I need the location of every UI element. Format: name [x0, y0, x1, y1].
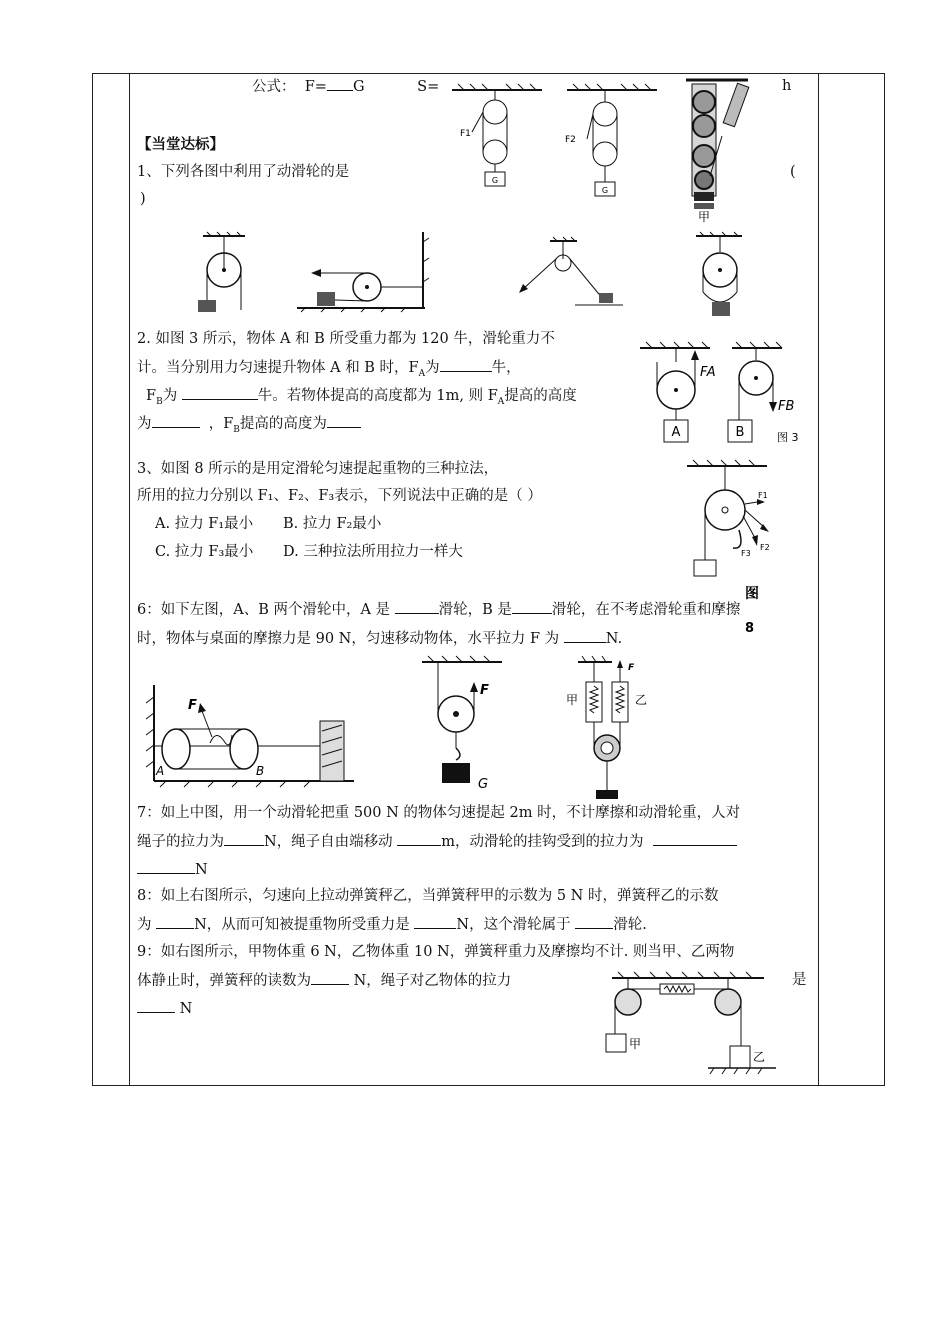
fig-jia-label: 甲	[698, 210, 711, 224]
q7-fig-f-label: F	[480, 683, 489, 698]
q9-line1: 9：如右图所示，甲物体重 6 N，乙物体重 10 N，弹簧秤重力及摩擦均不计. 则当甲、乙两物	[137, 944, 735, 960]
q8-type-blank[interactable]	[575, 915, 613, 929]
q2-fa-height-blank[interactable]	[152, 414, 200, 428]
pulley-figure-f2	[565, 84, 660, 199]
pulley-block-spring-scale	[686, 76, 756, 224]
q1-option-fixed-pulley-1	[195, 232, 255, 312]
q6-a-blank[interactable]	[395, 600, 439, 614]
fig8-caption-1: 图	[745, 586, 759, 602]
q6-fig-b-label: B	[256, 764, 265, 778]
fig8-f3-label: F3	[741, 549, 751, 558]
formula-f-blank[interactable]	[327, 77, 353, 91]
q7-line3: N	[137, 860, 208, 879]
q7-force-blank[interactable]	[224, 832, 264, 846]
q9-figure-two-pulleys	[598, 970, 778, 1082]
q2-line2: 计。当分别用力匀速提升物体 A 和 B 时，$F_A$为 牛，	[137, 360, 521, 379]
fig2-f2-label: F2	[565, 135, 576, 145]
fig3-fa-label: FA	[700, 365, 716, 380]
fig2-g-label: G	[601, 186, 609, 195]
q8-reading-blank[interactable]	[156, 915, 194, 929]
q9-tension-blank[interactable]	[137, 999, 175, 1013]
q2-line4: 为 ，$F_B$提高的高度为	[137, 414, 361, 439]
fig1-f1-label: F1	[460, 129, 471, 139]
fig1-g-label: G	[491, 176, 499, 185]
q9-line3: N	[137, 999, 192, 1018]
q1-option-fixed-pulley-2	[690, 232, 750, 322]
q3-option-a: A. 拉力 F₁最小	[155, 516, 254, 532]
q8-fig-yi-label: 乙	[635, 693, 648, 707]
q2-line1: 2. 如图 3 所示，物体 A 和 B 所受重力都为 120 牛，滑轮重力不	[137, 331, 555, 347]
q3-option-d: D. 三种拉法所用拉力一样大	[283, 544, 463, 560]
fig8-f2-label: F2	[760, 543, 770, 552]
q9-reading-blank[interactable]	[311, 971, 349, 985]
q2-fa-blank[interactable]	[440, 358, 492, 372]
q3-line2: 所用的拉力分别以 F₁、F₂、F₃表示，下列说法中正确的是（ ）	[137, 488, 542, 504]
column-divider-right	[818, 73, 819, 1086]
q7-distance-blank[interactable]	[397, 832, 441, 846]
q2-line3: $F_B$为 牛。若物体提高的高度都为 1m, 则 $F_A$提高的高度	[146, 388, 577, 407]
q7-line2: 绳子的拉力为 N，绳子自由端移动 m，动滑轮的挂钩受到的拉力为	[137, 832, 737, 851]
formula-line: 公式： F= G S=	[252, 79, 440, 95]
fig3-b-label: B	[735, 425, 745, 440]
q1-line1: 1、下列各图中利用了动滑轮的是	[137, 164, 350, 180]
q7-hook-force-blank-cont[interactable]	[137, 860, 195, 874]
q6-fig-f-label: F	[188, 698, 197, 713]
q1-option-horizontal-pulley	[295, 232, 435, 312]
q7-hook-force-blank[interactable]	[653, 832, 737, 846]
fig3-fb-label: FB	[778, 399, 795, 414]
fig3-caption: 图 3	[777, 431, 799, 444]
q8-fig-f-label: F	[628, 663, 635, 673]
q1-paren-left: (	[790, 164, 796, 180]
q3-option-b: B. 拉力 F₂最小	[283, 516, 382, 532]
formula-h: h	[782, 78, 792, 94]
q3-line1: 3、如图 8 所示的是用定滑轮匀速提起重物的三种拉法，	[137, 461, 499, 477]
q2-figure-3	[640, 338, 810, 448]
q6-figure-horizontal-pulleys	[140, 685, 360, 787]
q9-fig-yi-label: 乙	[753, 1050, 766, 1064]
q6-fig-a-label: A	[156, 764, 165, 778]
q8-line2: 为 N，从而可知被提重物所受重力是 N，这个滑轮属于 滑轮.	[137, 917, 647, 933]
q9-line2: 体静止时，弹簧秤的读数为 N，绳子对乙物体的拉力	[137, 973, 512, 989]
fig8-caption-2: 8	[745, 621, 755, 636]
q8-line1: 8：如上右图所示，匀速向上拉动弹簧秤乙，当弹簧秤甲的示数为 5 N 时，弹簧秤乙的示数	[137, 888, 719, 904]
pulley-figure-f1	[450, 84, 545, 190]
q7-figure-movable-pulley	[412, 656, 512, 796]
q8-fig-jia-label: 甲	[566, 693, 579, 707]
q9-fig-jia-label: 甲	[629, 1037, 642, 1051]
q1-paren-right: )	[140, 191, 146, 207]
column-divider-left	[129, 73, 130, 1086]
q2-fb-blank[interactable]	[182, 386, 258, 400]
q7-line1: 7：如上中图，用一个动滑轮把重 500 N 的物体匀速提起 2m 时，不计摩擦和动滑轮重，人对	[137, 805, 741, 821]
section-title: 【当堂达标】	[137, 136, 224, 153]
fig3-a-label: A	[671, 425, 681, 440]
q8-figure-spring-scales	[560, 656, 660, 800]
q9-line2-tail: 是	[792, 972, 807, 988]
q6-b-blank[interactable]	[512, 600, 552, 614]
q6-line1: 6：如下左图，A、B 两个滑轮中，A 是 滑轮，B 是 滑轮，在不考虑滑轮重和摩擦	[137, 602, 741, 618]
q1-option-inclined-pulley	[515, 237, 625, 307]
q2-fb-height-blank[interactable]	[327, 414, 361, 428]
fig8-f1-label: F1	[758, 491, 768, 500]
q6-line2: 时，物体与桌面的摩擦力是 90 N，匀速移动物体，水平拉力 F 为 N.	[137, 631, 623, 647]
q7-fig-g-label: G	[478, 777, 489, 792]
q8-weight-blank[interactable]	[414, 915, 456, 929]
q6-f-blank[interactable]	[564, 629, 606, 643]
q3-option-c: C. 拉力 F₃最小	[155, 544, 254, 560]
